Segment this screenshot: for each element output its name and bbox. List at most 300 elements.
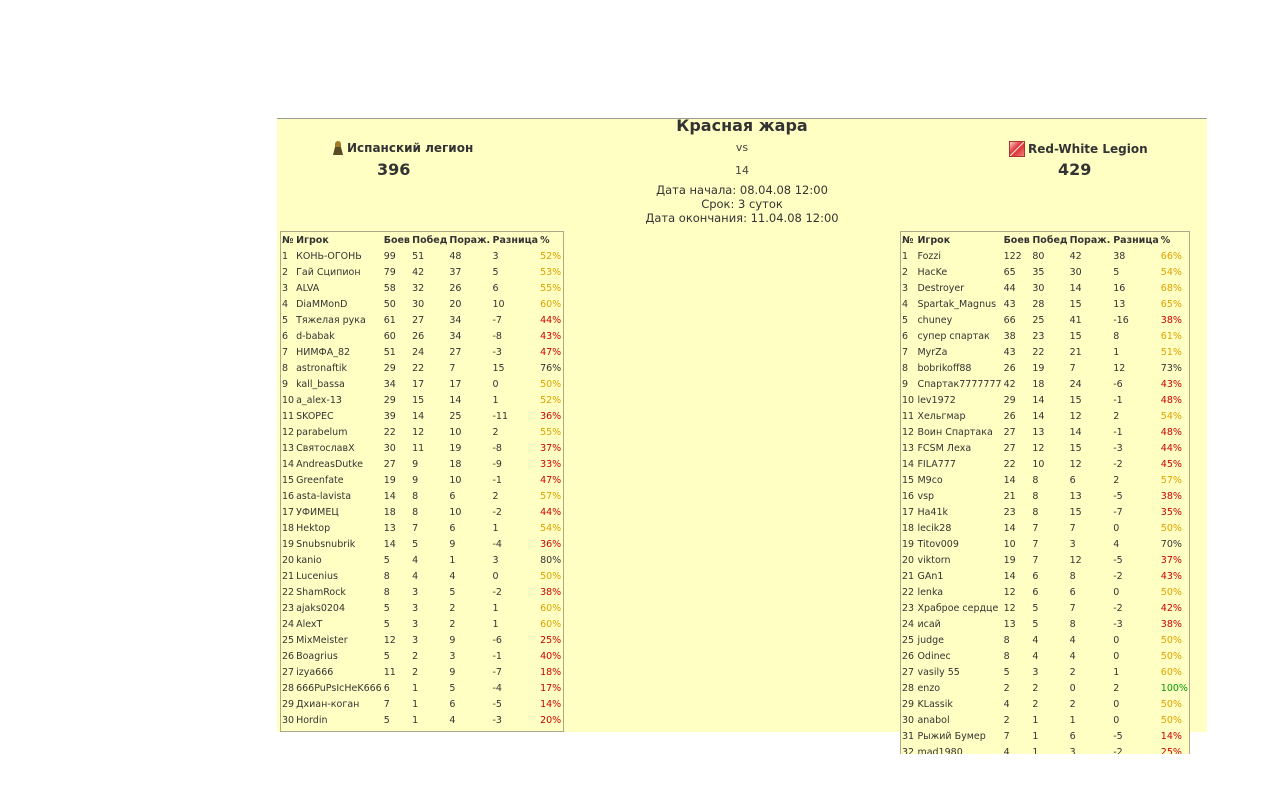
table-row <box>281 568 563 584</box>
cell-player[interactable]: judge <box>917 634 945 646</box>
cell-battles: 19 <box>383 474 396 486</box>
cell-wins: 7 <box>1032 554 1039 566</box>
cell-diff: 38 <box>1113 250 1126 262</box>
cell-player[interactable]: izya666 <box>296 666 334 678</box>
table-row <box>281 552 563 568</box>
table-row <box>901 312 1189 328</box>
cell-wins: 5 <box>1032 618 1039 630</box>
cell-battles: 42 <box>1003 378 1016 390</box>
table-row <box>901 616 1189 632</box>
cell-wins: 19 <box>1032 362 1045 374</box>
cell-losses: 9 <box>449 666 456 678</box>
cell-losses: 41 <box>1069 314 1082 326</box>
cell-player[interactable]: ShamRock <box>296 586 346 598</box>
cell-num: 10 <box>902 394 915 406</box>
cell-wins: 32 <box>412 282 425 294</box>
cell-wins: 30 <box>1032 282 1045 294</box>
right-clan-name[interactable] <box>1009 141 1148 157</box>
cell-player[interactable]: lev1972 <box>917 394 956 406</box>
cell-player[interactable]: Spartak_Magnus <box>917 298 997 310</box>
cell-wins: 4 <box>1032 650 1039 662</box>
cell-player[interactable]: d-babak <box>296 330 335 342</box>
cell-player[interactable]: Рыжий Бумер <box>917 730 986 742</box>
cell-player[interactable]: kanio <box>296 554 322 566</box>
cell-battles: 8 <box>1003 634 1010 646</box>
cell-player[interactable]: AndreasDutke <box>296 458 364 470</box>
cell-diff: -6 <box>1113 378 1123 390</box>
cell-player[interactable]: НИМФА_82 <box>296 346 351 358</box>
cell-wins: 9 <box>412 474 419 486</box>
duration: Срок: 3 суток <box>701 197 783 211</box>
cell-player[interactable]: lenka <box>917 586 944 598</box>
vs-label: vs <box>735 141 749 154</box>
cell-losses: 15 <box>1069 298 1082 310</box>
table-row <box>281 664 563 680</box>
cell-diff: 0 <box>1113 522 1120 534</box>
cell-pct: 60% <box>540 602 562 614</box>
cell-pct: 100% <box>1160 682 1188 694</box>
cell-battles: 23 <box>1003 506 1016 518</box>
cell-diff: 1 <box>492 394 499 406</box>
cell-player[interactable]: GAn1 <box>917 570 944 582</box>
cell-num: 24 <box>902 618 915 630</box>
cell-battles: 13 <box>1003 618 1016 630</box>
cell-num: 23 <box>902 602 915 614</box>
cell-losses: 9 <box>449 634 456 646</box>
table-row <box>281 248 563 264</box>
cell-player[interactable]: Titov009 <box>917 538 959 550</box>
cell-num: 6 <box>902 330 909 342</box>
cell-num: 15 <box>902 474 915 486</box>
cell-num: 21 <box>902 570 915 582</box>
cell-num: 4 <box>902 298 909 310</box>
cell-losses: 2 <box>449 602 456 614</box>
page-blank-area <box>897 754 1217 800</box>
cell-diff: -1 <box>1113 394 1123 406</box>
cell-player[interactable]: Lucenius <box>296 570 338 582</box>
cell-num: 2 <box>282 266 289 278</box>
cell-diff: -9 <box>492 458 502 470</box>
cell-diff: 13 <box>1113 298 1126 310</box>
cell-player[interactable]: MyrZa <box>917 346 948 358</box>
cell-player[interactable]: Дхиан-коган <box>296 698 360 710</box>
cell-wins: 14 <box>1032 410 1045 422</box>
cell-diff: 0 <box>492 378 499 390</box>
cell-num: 7 <box>902 346 909 358</box>
cell-losses: 12 <box>1069 458 1082 470</box>
cell-num: 9 <box>282 378 289 390</box>
flag-icon <box>1009 141 1025 157</box>
cell-player[interactable]: SKOPEC <box>296 410 334 422</box>
cell-wins: 30 <box>412 298 425 310</box>
cell-num: 14 <box>902 458 915 470</box>
cell-num: 30 <box>902 714 915 726</box>
col-num: № <box>282 234 294 246</box>
cell-wins: 17 <box>412 378 425 390</box>
cell-num: 5 <box>902 314 909 326</box>
table-row <box>901 440 1189 456</box>
cell-wins: 6 <box>1032 570 1039 582</box>
cell-losses: 34 <box>449 314 462 326</box>
table-row <box>281 648 563 664</box>
table-row <box>901 712 1189 728</box>
cell-losses: 3 <box>1069 746 1076 755</box>
cell-num: 8 <box>282 362 289 374</box>
table-row <box>901 584 1189 600</box>
cell-battles: 2 <box>1003 682 1010 694</box>
cell-diff: 1 <box>492 618 499 630</box>
cell-pct: 14% <box>540 698 562 710</box>
cell-wins: 14 <box>412 410 425 422</box>
cell-player[interactable]: Воин Спартака <box>917 426 993 438</box>
cell-diff: 3 <box>492 250 499 262</box>
cell-num: 19 <box>902 538 915 550</box>
cell-pct: 37% <box>540 442 562 454</box>
cell-player[interactable]: parabelum <box>296 426 348 438</box>
table-row <box>281 280 563 296</box>
cell-battles: 14 <box>1003 570 1016 582</box>
left-clan-score: 396 <box>377 160 411 179</box>
cell-player[interactable]: Тяжелая рука <box>296 314 366 326</box>
cell-wins: 3 <box>412 618 419 630</box>
cell-losses: 48 <box>449 250 462 262</box>
cell-diff: 1 <box>492 522 499 534</box>
cell-pct: 50% <box>1160 634 1182 646</box>
cell-losses: 26 <box>449 282 462 294</box>
table-row <box>281 264 563 280</box>
cell-pct: 80% <box>540 554 562 566</box>
cell-player[interactable]: lecik28 <box>917 522 952 534</box>
cell-diff: -7 <box>492 314 502 326</box>
cell-battles: 26 <box>1003 362 1016 374</box>
cell-pct: 47% <box>540 474 562 486</box>
cell-battles: 12 <box>1003 602 1016 614</box>
cell-wins: 2 <box>1032 698 1039 710</box>
col-battles: Боев <box>383 234 410 246</box>
cell-pct: 57% <box>540 490 562 502</box>
cell-pct: 52% <box>540 250 562 262</box>
cell-wins: 8 <box>1032 506 1039 518</box>
cell-wins: 8 <box>412 506 419 518</box>
cell-losses: 30 <box>1069 266 1082 278</box>
cell-player[interactable]: chuney <box>917 314 953 326</box>
cell-losses: 3 <box>1069 538 1076 550</box>
cell-losses: 5 <box>449 586 456 598</box>
cell-battles: 51 <box>383 346 396 358</box>
cell-diff: 0 <box>1113 634 1120 646</box>
cell-pct: 76% <box>540 362 562 374</box>
cell-player[interactable]: vasily 55 <box>917 666 960 678</box>
cell-num: 15 <box>282 474 295 486</box>
col-battles: Боев <box>1003 234 1030 246</box>
cell-diff: -4 <box>492 538 502 550</box>
left-player-table <box>280 231 564 732</box>
cell-num: 1 <box>902 250 909 262</box>
cell-pct: 35% <box>1160 506 1182 518</box>
cell-diff: 0 <box>1113 586 1120 598</box>
cell-diff: -16 <box>1113 314 1129 326</box>
cell-losses: 0 <box>1069 682 1076 694</box>
cell-pct: 50% <box>540 570 562 582</box>
cell-player[interactable]: Hordin <box>296 714 328 726</box>
table-row <box>281 616 563 632</box>
cell-diff: 16 <box>1113 282 1126 294</box>
table-row <box>901 504 1189 520</box>
cell-losses: 2 <box>1069 698 1076 710</box>
table-row <box>281 472 563 488</box>
cell-diff: -3 <box>1113 618 1123 630</box>
cell-losses: 1 <box>449 554 456 566</box>
cell-diff: -2 <box>492 586 502 598</box>
cell-diff: 1 <box>1113 666 1120 678</box>
cell-player[interactable]: Odinec <box>917 650 951 662</box>
cell-losses: 13 <box>1069 490 1082 502</box>
cell-battles: 44 <box>1003 282 1016 294</box>
cell-wins: 1 <box>1032 730 1039 742</box>
cell-pct: 17% <box>540 682 562 694</box>
cell-losses: 15 <box>1069 442 1082 454</box>
cell-player[interactable]: исай <box>917 618 941 630</box>
cell-diff: -2 <box>492 506 502 518</box>
cell-battles: 2 <box>1003 714 1010 726</box>
cell-losses: 6 <box>1069 474 1076 486</box>
table-row <box>901 664 1189 680</box>
cell-wins: 26 <box>412 330 425 342</box>
cell-wins: 23 <box>1032 330 1045 342</box>
col-player: Игрок <box>917 234 951 246</box>
cell-battles: 30 <box>383 442 396 454</box>
table-row <box>901 408 1189 424</box>
cell-pct: 57% <box>1160 474 1182 486</box>
cell-wins: 1 <box>1032 746 1039 755</box>
cell-losses: 4 <box>1069 634 1076 646</box>
cell-losses: 21 <box>1069 346 1082 358</box>
table-row <box>281 440 563 456</box>
table-row <box>901 488 1189 504</box>
cell-diff: -6 <box>492 634 502 646</box>
cell-diff: -3 <box>1113 442 1123 454</box>
cell-player[interactable]: Хельгмар <box>917 410 966 422</box>
cell-battles: 60 <box>383 330 396 342</box>
table-row <box>901 680 1189 696</box>
cell-losses: 25 <box>449 410 462 422</box>
cell-player[interactable]: Fozzi <box>917 250 942 262</box>
cell-player[interactable]: HacKe <box>917 266 948 278</box>
cell-player[interactable]: КОНЬ-ОГОНЬ <box>296 250 362 262</box>
cell-player[interactable]: vsp <box>917 490 935 502</box>
cell-pct: 44% <box>540 314 562 326</box>
col-diff: Разница <box>492 234 539 246</box>
cell-pct: 44% <box>1160 442 1182 454</box>
cell-player[interactable]: mad1980 <box>917 746 963 755</box>
cell-diff: 5 <box>492 266 499 278</box>
cell-wins: 8 <box>1032 490 1039 502</box>
cell-num: 31 <box>902 730 915 742</box>
cell-pct: 36% <box>540 538 562 550</box>
cell-num: 1 <box>282 250 289 262</box>
cell-player[interactable]: Snubsnubrik <box>296 538 356 550</box>
cell-battles: 5 <box>383 650 390 662</box>
cell-player[interactable]: супер спартак <box>917 330 990 342</box>
cell-player[interactable]: Greenfate <box>296 474 344 486</box>
cell-battles: 14 <box>1003 474 1016 486</box>
cell-battles: 10 <box>1003 538 1016 550</box>
cell-battles: 4 <box>1003 746 1010 755</box>
cell-player[interactable]: Hektop <box>296 522 331 534</box>
right-clan-score: 429 <box>1058 160 1092 179</box>
cell-wins: 22 <box>412 362 425 374</box>
cell-losses: 3 <box>449 650 456 662</box>
cell-losses: 5 <box>449 682 456 694</box>
cell-wins: 22 <box>1032 346 1045 358</box>
cell-player[interactable]: KLassik <box>917 698 953 710</box>
cell-num: 13 <box>902 442 915 454</box>
cell-pct: 50% <box>1160 650 1182 662</box>
cell-player[interactable]: Ha41k <box>917 506 949 518</box>
cell-diff: -7 <box>1113 506 1123 518</box>
cell-player[interactable]: asta-lavista <box>296 490 352 502</box>
cell-wins: 4 <box>412 570 419 582</box>
cell-losses: 4 <box>449 714 456 726</box>
cell-player[interactable]: Boagrius <box>296 650 338 662</box>
cell-player[interactable]: enzo <box>917 682 941 694</box>
cell-player[interactable]: ALVA <box>296 282 320 294</box>
cell-player[interactable]: AlexT <box>296 618 323 630</box>
cell-player[interactable]: a_alex-13 <box>296 394 342 406</box>
table-row <box>901 360 1189 376</box>
cell-battles: 19 <box>1003 554 1016 566</box>
cell-pct: 37% <box>1160 554 1182 566</box>
cell-wins: 12 <box>1032 442 1045 454</box>
table-row <box>281 600 563 616</box>
cell-losses: 10 <box>449 426 462 438</box>
cell-battles: 7 <box>383 698 390 710</box>
cell-player[interactable]: 666PuPsIcHeK666 <box>296 682 382 694</box>
cell-num: 18 <box>282 522 295 534</box>
cell-diff: -3 <box>492 714 502 726</box>
table-row <box>281 696 563 712</box>
table-row <box>281 632 563 648</box>
cell-battles: 11 <box>383 666 396 678</box>
table-row <box>901 264 1189 280</box>
cell-pct: 50% <box>1160 714 1182 726</box>
cell-num: 21 <box>282 570 295 582</box>
cell-battles: 29 <box>383 362 396 374</box>
table-row <box>281 456 563 472</box>
cell-pct: 47% <box>540 346 562 358</box>
cell-player[interactable]: DiaMMonD <box>296 298 348 310</box>
cell-wins: 1 <box>412 714 419 726</box>
cell-wins: 8 <box>412 490 419 502</box>
cell-battles: 38 <box>1003 330 1016 342</box>
cell-battles: 66 <box>1003 314 1016 326</box>
cell-diff: -5 <box>1113 730 1123 742</box>
cell-battles: 5 <box>383 618 390 630</box>
cell-diff: 1 <box>492 602 499 614</box>
cell-diff: 1 <box>1113 346 1120 358</box>
cell-battles: 5 <box>383 714 390 726</box>
cell-num: 16 <box>282 490 295 502</box>
cell-battles: 27 <box>383 458 396 470</box>
cell-pct: 38% <box>1160 618 1182 630</box>
cell-wins: 1 <box>412 682 419 694</box>
cell-player[interactable]: УФИМЕЦ <box>296 506 339 518</box>
cell-player[interactable]: viktorn <box>917 554 951 566</box>
cell-losses: 15 <box>1069 330 1082 342</box>
cell-player[interactable]: ajaks0204 <box>296 602 346 614</box>
cell-pct: 54% <box>1160 410 1182 422</box>
cell-player[interactable]: СвятославX <box>296 442 355 454</box>
battle-dates <box>277 183 1207 225</box>
cell-player[interactable]: Гай Сципион <box>296 266 361 278</box>
cell-diff: -8 <box>492 442 502 454</box>
cell-player[interactable]: M9co <box>917 474 943 486</box>
cell-battles: 27 <box>1003 442 1016 454</box>
table-row <box>281 504 563 520</box>
cell-losses: 42 <box>1069 250 1082 262</box>
cell-battles: 58 <box>383 282 396 294</box>
cell-diff: -2 <box>1113 602 1123 614</box>
cell-player[interactable]: MixMeister <box>296 634 348 646</box>
col-pct: % <box>540 234 550 246</box>
table-row <box>281 712 563 728</box>
right-clan-label: Red-White Legion <box>1028 142 1148 156</box>
cell-diff: 2 <box>1113 410 1120 422</box>
cell-losses: 10 <box>449 506 462 518</box>
cell-player[interactable]: anabol <box>917 714 950 726</box>
cell-diff: 3 <box>492 554 499 566</box>
cell-player[interactable]: kall_bassa <box>296 378 345 390</box>
cell-losses: 7 <box>1069 602 1076 614</box>
cell-player[interactable]: FCSM Леха <box>917 442 972 454</box>
cell-losses: 14 <box>1069 426 1082 438</box>
cell-losses: 14 <box>449 394 462 406</box>
cell-player[interactable]: FILA777 <box>917 458 956 470</box>
cell-battles: 22 <box>383 426 396 438</box>
cell-losses: 6 <box>449 522 456 534</box>
cell-player[interactable]: bobrikoff88 <box>917 362 972 374</box>
cell-battles: 79 <box>383 266 396 278</box>
table-row <box>281 520 563 536</box>
cell-battles: 122 <box>1003 250 1022 262</box>
cell-pct: 38% <box>540 586 562 598</box>
cell-pct: 54% <box>540 522 562 534</box>
cell-wins: 3 <box>412 634 419 646</box>
cell-diff: 2 <box>1113 474 1120 486</box>
start-date: Дата начала: 08.04.08 12:00 <box>656 183 828 197</box>
cell-pct: 73% <box>1160 362 1182 374</box>
cell-num: 14 <box>282 458 295 470</box>
cell-pct: 68% <box>1160 282 1182 294</box>
cell-battles: 8 <box>1003 650 1010 662</box>
cell-wins: 27 <box>412 314 425 326</box>
cell-wins: 7 <box>412 522 419 534</box>
cell-player[interactable]: Спартак7777777 <box>917 378 1002 390</box>
cell-battles: 12 <box>383 634 396 646</box>
cell-num: 25 <box>282 634 295 646</box>
cell-pct: 50% <box>1160 586 1182 598</box>
cell-battles: 6 <box>383 682 390 694</box>
cell-wins: 1 <box>412 698 419 710</box>
cell-player[interactable]: astronaftik <box>296 362 347 374</box>
col-wins: Побед <box>1032 234 1068 246</box>
cell-losses: 34 <box>449 330 462 342</box>
cell-player[interactable]: Храброе сердце <box>917 602 999 614</box>
cell-diff: -2 <box>1113 458 1123 470</box>
cell-pct: 70% <box>1160 538 1182 550</box>
end-date: Дата окончания: 11.04.08 12:00 <box>645 211 839 225</box>
cell-player[interactable]: Destroyer <box>917 282 965 294</box>
